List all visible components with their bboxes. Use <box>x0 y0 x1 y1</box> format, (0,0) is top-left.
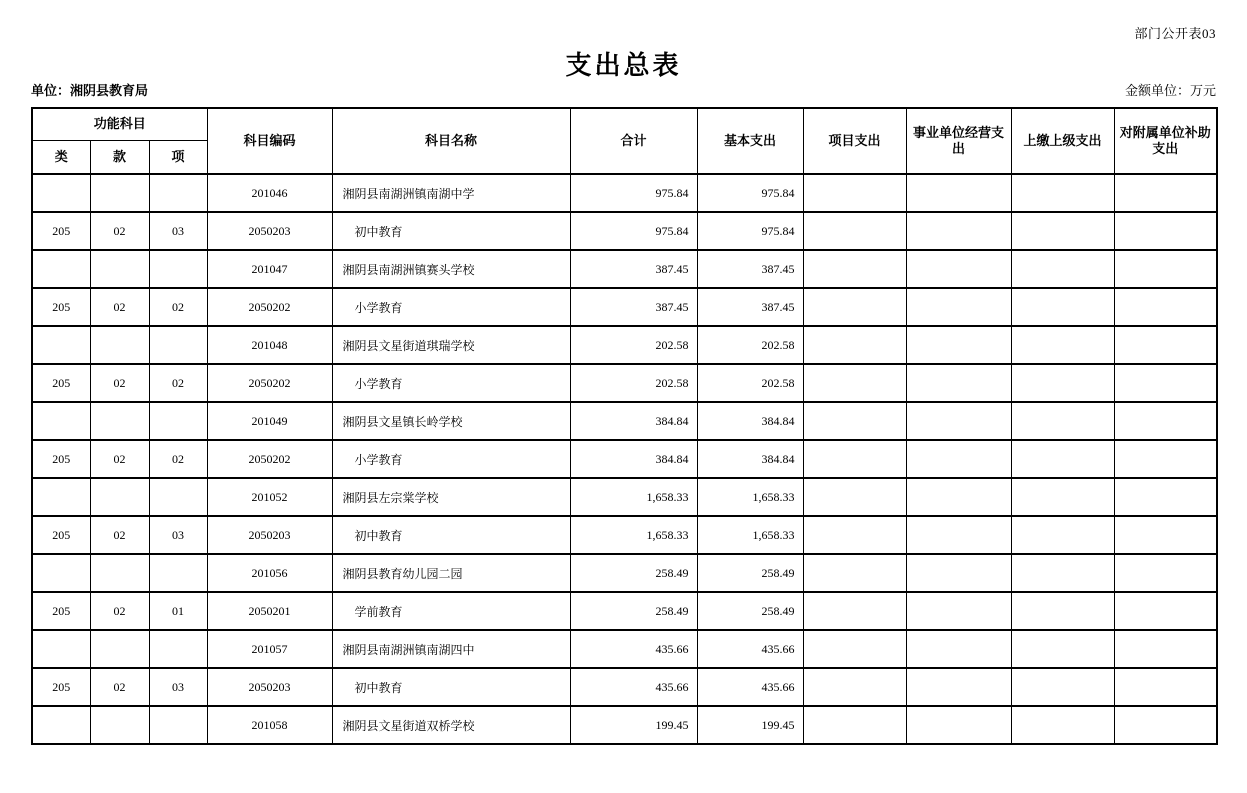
cell-item: 02 <box>149 364 207 402</box>
cell-code: 2050203 <box>207 668 332 706</box>
cell-name: 湘阴县左宗棠学校 <box>332 478 570 516</box>
cell-operating <box>906 478 1011 516</box>
cell-name: 湘阴县教育幼儿园二园 <box>332 554 570 592</box>
header-total: 合计 <box>570 108 697 174</box>
cell-sec <box>90 706 149 744</box>
cell-code: 2050202 <box>207 288 332 326</box>
cell-project <box>803 250 906 288</box>
cell-upper <box>1011 326 1114 364</box>
cell-code: 2050203 <box>207 212 332 250</box>
cell-upper <box>1011 212 1114 250</box>
cell-code: 201047 <box>207 250 332 288</box>
cell-name: 小学教育 <box>332 364 570 402</box>
table-row <box>32 554 1217 592</box>
cell-basic: 202.58 <box>697 364 803 402</box>
cell-basic: 1,658.33 <box>697 516 803 554</box>
cell-project <box>803 364 906 402</box>
cell-subsidy <box>1114 478 1217 516</box>
header-upper-level-expenditure: 上缴上级支出 <box>1011 108 1114 174</box>
header-project-expenditure: 项目支出 <box>803 108 906 174</box>
cell-item: 01 <box>149 592 207 630</box>
cell-upper <box>1011 592 1114 630</box>
cell-item <box>149 250 207 288</box>
cell-total: 258.49 <box>570 592 697 630</box>
cell-basic: 202.58 <box>697 326 803 364</box>
cell-name: 初中教育 <box>332 668 570 706</box>
cell-cls: 205 <box>32 516 90 554</box>
header-item: 项 <box>149 140 207 174</box>
header-section: 款 <box>90 140 149 174</box>
cell-operating <box>906 668 1011 706</box>
cell-total: 199.45 <box>570 706 697 744</box>
cell-cls: 205 <box>32 440 90 478</box>
cell-basic: 975.84 <box>697 174 803 212</box>
cell-total: 975.84 <box>570 212 697 250</box>
cell-cls <box>32 478 90 516</box>
cell-operating <box>906 706 1011 744</box>
cell-code: 2050201 <box>207 592 332 630</box>
table-row <box>32 630 1217 668</box>
cell-basic: 258.49 <box>697 554 803 592</box>
cell-basic: 435.66 <box>697 668 803 706</box>
cell-operating <box>906 364 1011 402</box>
header-subject-name: 科目名称 <box>332 108 570 174</box>
cell-project <box>803 706 906 744</box>
cell-name: 湘阴县文星镇长岭学校 <box>332 402 570 440</box>
cell-operating <box>906 630 1011 668</box>
table-row <box>32 592 1217 630</box>
cell-code: 201058 <box>207 706 332 744</box>
cell-upper <box>1011 554 1114 592</box>
cell-sec <box>90 326 149 364</box>
cell-name: 湘阴县南湖洲镇南湖中学 <box>332 174 570 212</box>
cell-basic: 384.84 <box>697 402 803 440</box>
header-subsidy-expenditure: 对附属单位补助支出 <box>1114 108 1217 174</box>
cell-name: 学前教育 <box>332 592 570 630</box>
table-row <box>32 212 1217 250</box>
table-row <box>32 516 1217 554</box>
cell-subsidy <box>1114 402 1217 440</box>
cell-basic: 975.84 <box>697 212 803 250</box>
cell-subsidy <box>1114 364 1217 402</box>
cell-sec <box>90 478 149 516</box>
cell-cls: 205 <box>32 212 90 250</box>
cell-cls <box>32 630 90 668</box>
cell-upper <box>1011 630 1114 668</box>
cell-total: 384.84 <box>570 402 697 440</box>
cell-subsidy <box>1114 326 1217 364</box>
cell-sec <box>90 630 149 668</box>
cell-name: 湘阴县南湖洲镇南湖四中 <box>332 630 570 668</box>
cell-sec <box>90 174 149 212</box>
cell-item: 03 <box>149 668 207 706</box>
header-basic-expenditure: 基本支出 <box>697 108 803 174</box>
cell-total: 435.66 <box>570 630 697 668</box>
cell-project <box>803 212 906 250</box>
cell-subsidy <box>1114 592 1217 630</box>
cell-code: 2050203 <box>207 516 332 554</box>
cell-basic: 387.45 <box>697 250 803 288</box>
cell-subsidy <box>1114 554 1217 592</box>
header-operating-expenditure: 事业单位经营支出 <box>906 108 1011 174</box>
cell-basic: 199.45 <box>697 706 803 744</box>
table-row <box>32 440 1217 478</box>
cell-sec: 02 <box>90 668 149 706</box>
cell-sec <box>90 402 149 440</box>
cell-operating <box>906 402 1011 440</box>
cell-basic: 258.49 <box>697 592 803 630</box>
cell-cls: 205 <box>32 592 90 630</box>
table-row <box>32 326 1217 364</box>
cell-operating <box>906 326 1011 364</box>
cell-basic: 435.66 <box>697 630 803 668</box>
meta-row <box>31 81 1216 99</box>
cell-cls: 205 <box>32 364 90 402</box>
table-row <box>32 706 1217 744</box>
cell-total: 202.58 <box>570 326 697 364</box>
cell-total: 1,658.33 <box>570 516 697 554</box>
header-class: 类 <box>32 140 90 174</box>
table-header <box>32 108 1217 174</box>
cell-upper <box>1011 174 1114 212</box>
cell-item <box>149 630 207 668</box>
cell-basic: 387.45 <box>697 288 803 326</box>
cell-project <box>803 592 906 630</box>
cell-project <box>803 478 906 516</box>
cell-project <box>803 174 906 212</box>
table-row <box>32 402 1217 440</box>
cell-code: 2050202 <box>207 440 332 478</box>
cell-project <box>803 440 906 478</box>
cell-sec: 02 <box>90 516 149 554</box>
cell-operating <box>906 288 1011 326</box>
cell-item <box>149 402 207 440</box>
cell-project <box>803 554 906 592</box>
reporting-unit-label: 单位：湘阴县教育局 <box>31 83 149 98</box>
cell-cls: 205 <box>32 668 90 706</box>
cell-operating <box>906 174 1011 212</box>
table-row <box>32 250 1217 288</box>
cell-subsidy <box>1114 174 1217 212</box>
cell-code: 201052 <box>207 478 332 516</box>
cell-total: 387.45 <box>570 288 697 326</box>
table-row <box>32 288 1217 326</box>
cell-subsidy <box>1114 668 1217 706</box>
cell-operating <box>906 592 1011 630</box>
cell-cls <box>32 174 90 212</box>
cell-project <box>803 326 906 364</box>
cell-project <box>803 668 906 706</box>
cell-item: 03 <box>149 212 207 250</box>
cell-total: 387.45 <box>570 250 697 288</box>
cell-item: 03 <box>149 516 207 554</box>
page-title: 支出总表 <box>565 51 682 80</box>
cell-cls <box>32 554 90 592</box>
cell-subsidy <box>1114 250 1217 288</box>
cell-subsidy <box>1114 440 1217 478</box>
table-row <box>32 478 1217 516</box>
cell-name: 小学教育 <box>332 288 570 326</box>
doc-number-label: 部门公开表03 <box>1134 26 1216 41</box>
cell-name: 小学教育 <box>332 440 570 478</box>
cell-upper <box>1011 250 1114 288</box>
cell-basic: 384.84 <box>697 440 803 478</box>
amount-unit-label: 金额单位：万元 <box>1124 83 1216 98</box>
cell-code: 2050202 <box>207 364 332 402</box>
cell-item <box>149 554 207 592</box>
cell-subsidy <box>1114 516 1217 554</box>
cell-project <box>803 402 906 440</box>
cell-upper <box>1011 288 1114 326</box>
cell-total: 258.49 <box>570 554 697 592</box>
table-row <box>32 668 1217 706</box>
cell-subsidy <box>1114 212 1217 250</box>
cell-sec <box>90 554 149 592</box>
cell-operating <box>906 440 1011 478</box>
cell-sec: 02 <box>90 592 149 630</box>
cell-operating <box>906 554 1011 592</box>
cell-name: 初中教育 <box>332 212 570 250</box>
cell-sec <box>90 250 149 288</box>
cell-project <box>803 288 906 326</box>
cell-upper <box>1011 516 1114 554</box>
cell-total: 975.84 <box>570 174 697 212</box>
cell-item <box>149 478 207 516</box>
cell-upper <box>1011 440 1114 478</box>
header-row-1 <box>32 108 1217 140</box>
cell-operating <box>906 516 1011 554</box>
cell-name: 湘阴县南湖洲镇赛头学校 <box>332 250 570 288</box>
cell-item: 02 <box>149 288 207 326</box>
cell-item <box>149 326 207 364</box>
cell-code: 201057 <box>207 630 332 668</box>
cell-total: 435.66 <box>570 668 697 706</box>
cell-upper <box>1011 706 1114 744</box>
cell-name: 湘阴县文星街道琪瑞学校 <box>332 326 570 364</box>
cell-code: 201049 <box>207 402 332 440</box>
cell-name: 湘阴县文星街道双桥学校 <box>332 706 570 744</box>
cell-sec: 02 <box>90 212 149 250</box>
header-functional-subject: 功能科目 <box>32 108 207 140</box>
table-body <box>32 174 1217 744</box>
cell-project <box>803 630 906 668</box>
cell-cls: 205 <box>32 288 90 326</box>
cell-name: 初中教育 <box>332 516 570 554</box>
cell-subsidy <box>1114 706 1217 744</box>
cell-operating <box>906 212 1011 250</box>
cell-upper <box>1011 402 1114 440</box>
cell-upper <box>1011 364 1114 402</box>
cell-cls <box>32 402 90 440</box>
cell-total: 202.58 <box>570 364 697 402</box>
cell-item <box>149 706 207 744</box>
cell-sec: 02 <box>90 440 149 478</box>
cell-sec: 02 <box>90 288 149 326</box>
cell-code: 201048 <box>207 326 332 364</box>
header-subject-code: 科目编码 <box>207 108 332 174</box>
cell-project <box>803 516 906 554</box>
cell-total: 1,658.33 <box>570 478 697 516</box>
cell-cls <box>32 326 90 364</box>
cell-subsidy <box>1114 630 1217 668</box>
cell-code: 201056 <box>207 554 332 592</box>
cell-cls <box>32 706 90 744</box>
table-row <box>32 174 1217 212</box>
cell-cls <box>32 250 90 288</box>
cell-operating <box>906 250 1011 288</box>
cell-item <box>149 174 207 212</box>
cell-item: 02 <box>149 440 207 478</box>
cell-total: 384.84 <box>570 440 697 478</box>
cell-upper <box>1011 668 1114 706</box>
cell-subsidy <box>1114 288 1217 326</box>
cell-sec: 02 <box>90 364 149 402</box>
expenditure-table <box>31 107 1218 745</box>
cell-upper <box>1011 478 1114 516</box>
cell-code: 201046 <box>207 174 332 212</box>
cell-basic: 1,658.33 <box>697 478 803 516</box>
table-row <box>32 364 1217 402</box>
